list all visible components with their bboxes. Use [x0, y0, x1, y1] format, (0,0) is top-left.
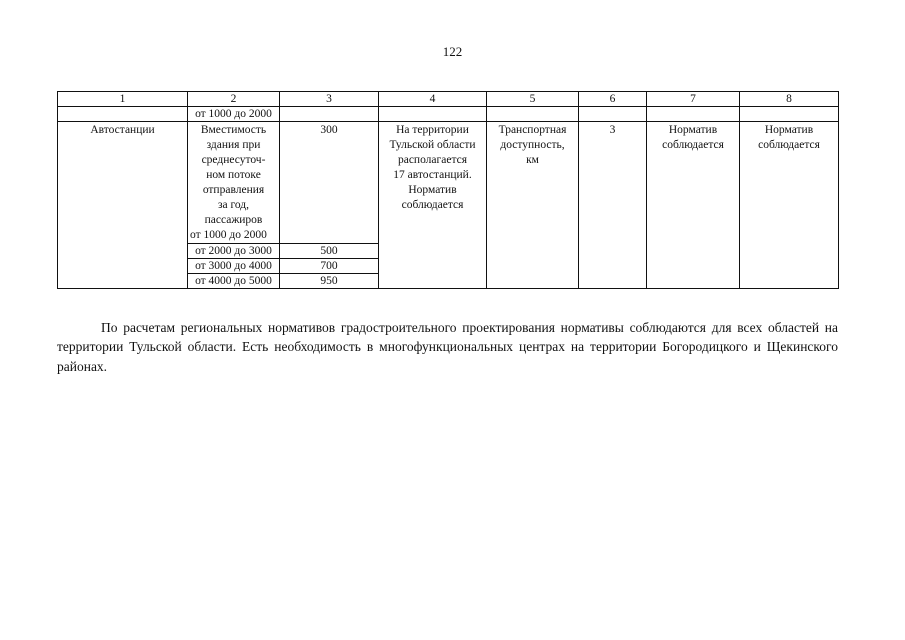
- body-paragraph: По расчетам региональных нормативов градостроительного проектирования нормативы соблюдаются для всех областей на территории Тульской области. Есть необходимость в многофункциональных центрах на территории Богородицкого и Щекинского районах.: [57, 319, 838, 374]
- accessibility-cell: [487, 122, 579, 289]
- cell-line: Норматив: [408, 184, 457, 196]
- cell-line: здания при: [206, 139, 261, 151]
- cell-line: ном потоке: [206, 169, 261, 181]
- value-cell: 950: [280, 274, 379, 289]
- cell-line: Вместимость: [200, 124, 267, 136]
- cell-line: от 1000 до 2000: [190, 229, 267, 241]
- cell-line: располагается: [397, 154, 468, 166]
- header-cell: 2: [188, 92, 280, 107]
- cell-line: соблюдается: [758, 139, 820, 151]
- table-cell: [487, 107, 579, 122]
- header-cell: 6: [579, 92, 647, 107]
- range-cell: от 3000 до 4000: [188, 259, 280, 274]
- indicator-cell: [188, 122, 280, 244]
- value-cell: 500: [280, 244, 379, 259]
- header-cell: 1: [58, 92, 188, 107]
- cell-line: Норматив: [668, 124, 718, 136]
- distance-cell: 3: [579, 122, 647, 289]
- cell-line: соблюдается: [401, 199, 464, 211]
- compliance-cell: [740, 122, 839, 289]
- cell-line: км: [526, 154, 539, 166]
- cell-line: На территории: [396, 124, 469, 136]
- table-cell: [647, 107, 740, 122]
- table-cell: [379, 107, 487, 122]
- compliance-cell: [647, 122, 740, 289]
- cell-line: доступность,: [500, 139, 565, 151]
- table-cell: [740, 107, 839, 122]
- cell-line: Тульской области: [389, 139, 476, 151]
- cell-line: пассажиров: [204, 214, 263, 226]
- cell-line: 17 автостанций.: [393, 169, 472, 181]
- facility-type-cell: Автостанции: [58, 122, 188, 289]
- standards-table: [57, 91, 839, 289]
- cell-line: отправления: [202, 184, 265, 196]
- value-cell: 300: [280, 122, 379, 244]
- range-cell: от 2000 до 3000: [188, 244, 280, 259]
- header-cell: 7: [647, 92, 740, 107]
- table-cell: [280, 107, 379, 122]
- table-cell: [58, 107, 188, 122]
- table-row: [58, 122, 839, 244]
- cell-line: среднесуточ-: [201, 154, 266, 166]
- table-header-row: [58, 92, 839, 107]
- table-row: [58, 107, 839, 122]
- cell-line: соблюдается: [662, 139, 724, 151]
- table-cell: от 1000 до 2000: [188, 107, 280, 122]
- cell-line: Норматив: [764, 124, 814, 136]
- cell-line: Транспортная: [498, 124, 567, 136]
- status-cell: [379, 122, 487, 289]
- header-cell: 5: [487, 92, 579, 107]
- header-cell: 4: [379, 92, 487, 107]
- header-cell: 3: [280, 92, 379, 107]
- page-number: 122: [442, 44, 463, 59]
- cell-line: за год,: [217, 199, 250, 211]
- range-cell: от 4000 до 5000: [188, 274, 280, 289]
- value-cell: 700: [280, 259, 379, 274]
- header-cell: 8: [740, 92, 839, 107]
- table-cell: [579, 107, 647, 122]
